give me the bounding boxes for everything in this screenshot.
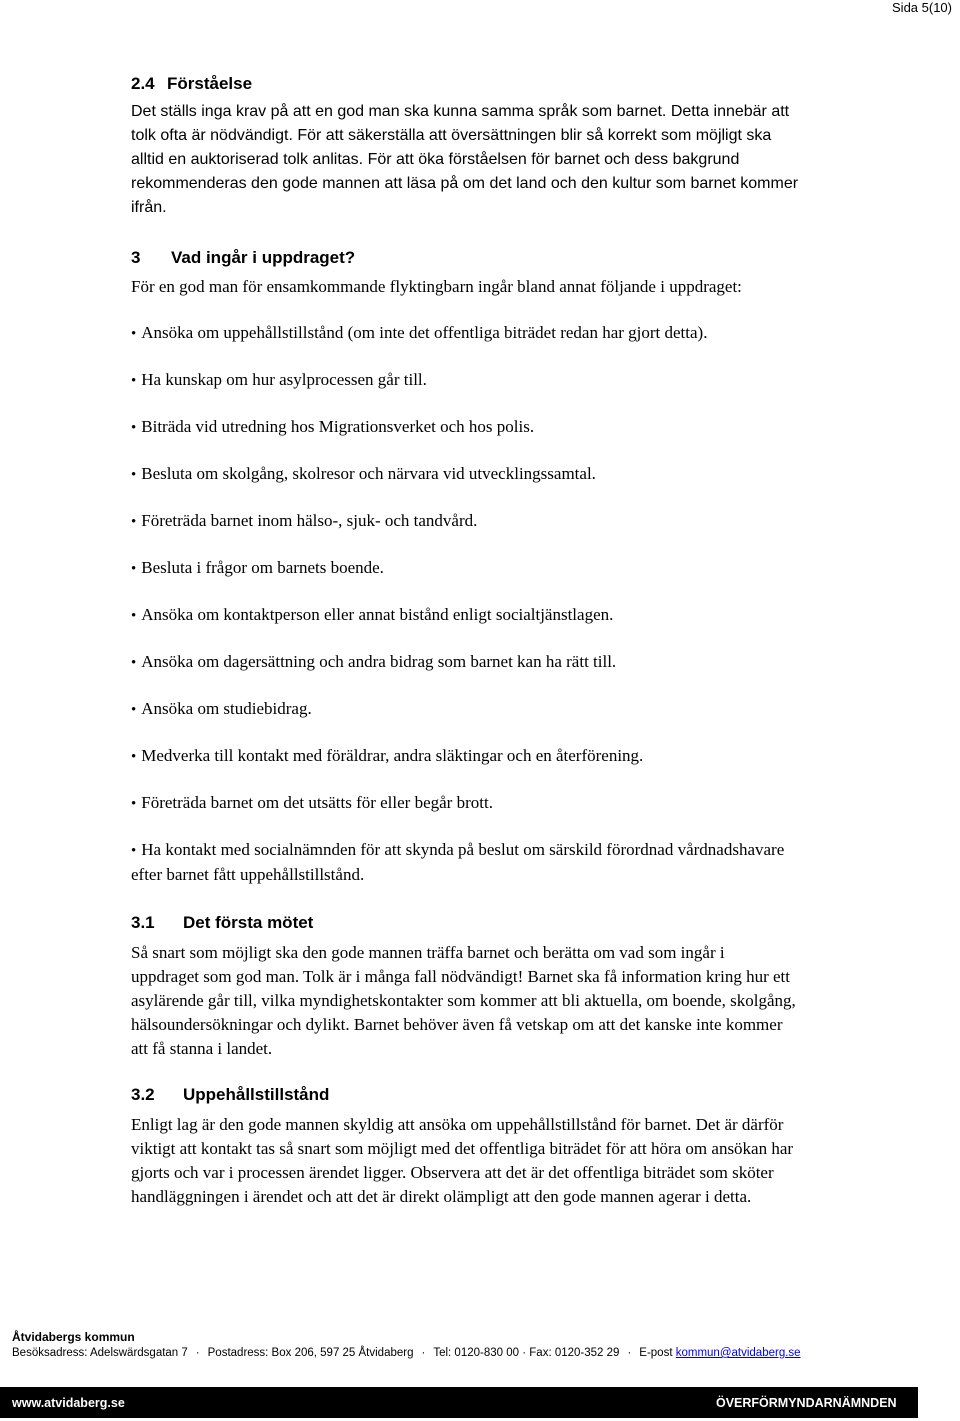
page-number: Sida 5(10): [892, 0, 952, 15]
section-number: 2.4: [131, 74, 155, 93]
section-title: Vad ingår i uppdraget?: [171, 248, 356, 267]
task-list-item: [131, 650, 791, 675]
bullet-marker: •: [131, 749, 137, 765]
section-3-1-text: Så snart som möjligt ska den gode mannen träffa barnet och berätta om vad som ingår i uppdraget som god man. Tolk är i många fall nödvändigt! Barnet ska få information kring hur ett asylärende går till, vilka myndighetskontakter som kommer att bli aktuella, om boende, skolgång, hälsoundersökningar och dylikt. Barnet behöver även få vetskap om att det kanske inte kommer att få stanna i landet.: [131, 943, 796, 1058]
bullet-marker: •: [131, 326, 137, 342]
task-list: [131, 321, 791, 887]
section-heading-2-4: [131, 72, 811, 96]
task-text: Ha kunskap om hur asylprocessen går till.: [141, 370, 427, 389]
bullet-marker: •: [131, 655, 137, 671]
task-list-item: [131, 603, 791, 628]
task-text: Ansöka om studiebidrag.: [141, 699, 312, 718]
task-text: Företräda barnet inom hälso-, sjuk- och tandvård.: [141, 511, 478, 530]
bullet-marker: •: [131, 796, 137, 812]
bullet-marker: •: [131, 843, 137, 859]
section-heading-3-2: [131, 1083, 811, 1107]
department-name: ÖVERFÖRMYNDARNÄMNDEN: [716, 1396, 897, 1410]
bullet-marker: •: [131, 420, 137, 436]
section-heading-3: [131, 246, 811, 270]
footer-bar: [0, 1387, 918, 1418]
bullet-marker: •: [131, 373, 137, 389]
bullet-marker: •: [131, 702, 137, 718]
section-3-intro: För en god man för ensamkommande flyktingbarn ingår bland annat följande i uppdraget:: [131, 277, 742, 296]
separator: ·: [421, 1347, 426, 1359]
task-list-item: [131, 415, 791, 440]
separator: ·: [627, 1347, 632, 1359]
task-list-item: [131, 744, 791, 769]
task-list-item: [131, 556, 791, 581]
document-body: [131, 72, 811, 1209]
bullet-marker: •: [131, 561, 137, 577]
footer-contact-line: [12, 1347, 801, 1359]
postal-address: Postadress: Box 206, 597 25 Åtvidaberg: [207, 1347, 414, 1359]
section-title: Uppehållstillstånd: [183, 1085, 330, 1104]
bullet-marker: •: [131, 608, 137, 624]
section-3-2-text: Enligt lag är den gode mannen skyldig att ansöka om uppehållstillstånd för barnet. Det är därför viktigt att kontakt tas så snart som möjligt med det offentliga biträdet för att höra om ansökan har gjorts och var i processen ärendet ligger. Observera att det är det offentliga biträdet som sköter handläggningen i ärendet och att det är direkt olämpligt att den gode mannen agerar i detta.: [131, 1115, 794, 1206]
bullet-marker: •: [131, 467, 137, 483]
task-list-item: [131, 368, 791, 393]
separator: ·: [195, 1347, 200, 1359]
task-text: Biträda vid utredning hos Migrationsverket och hos polis.: [141, 417, 535, 436]
section-number: 3: [131, 248, 141, 267]
section-number: 3.1: [131, 913, 155, 932]
task-list-item: [131, 791, 791, 816]
section-number: 3.2: [131, 1085, 155, 1104]
task-text: Ansöka om uppehållstillstånd (om inte det offentliga biträdet redan har gjort detta).: [141, 323, 708, 342]
separator: ·: [522, 1347, 527, 1359]
section-title: Förståelse: [167, 74, 253, 93]
footer-org-name: Åtvidabergs kommun: [12, 1330, 135, 1344]
bullet-marker: •: [131, 514, 137, 530]
visit-address: Besöksadress: Adelswärdsgatan 7: [12, 1347, 188, 1359]
task-list-item: [131, 838, 791, 887]
task-text: Medverka till kontakt med föräldrar, andra släktingar och en återförening.: [141, 746, 644, 765]
section-title: Det första mötet: [183, 913, 314, 932]
task-list-item: [131, 462, 791, 487]
task-text: Besluta i frågor om barnets boende.: [141, 558, 384, 577]
section-2-4-text: Det ställs inga krav på att en god man ska kunna samma språk som barnet. Detta innebär att tolk ofta är nödvändigt. För att säkerställa att översättningen blir så korrekt som möjligt ska alltid en auktoriserad tolk anlitas. För att öka förståelsen för barnet och dess bakgrund rekommenderas den gode mannen att läsa på om det land och den kultur som barnet kommer ifrån.: [131, 103, 799, 216]
task-list-item: [131, 509, 791, 534]
section-heading-3-1: [131, 911, 811, 935]
task-text: Ansöka om kontaktperson eller annat bistånd enligt socialtjänstlagen.: [141, 605, 614, 624]
fax-number: Fax: 0120-352 29: [529, 1347, 620, 1359]
email-label: E-post: [639, 1347, 673, 1359]
task-list-item: [131, 697, 791, 722]
task-text: Företräda barnet om det utsätts för eller begår brott.: [141, 793, 493, 812]
task-text: Ha kontakt med socialnämnden för att skynda på beslut om särskild förordnad vårdnadshavare efter barnet fått uppehållstillstånd.: [131, 840, 785, 884]
task-text: Ansöka om dagersättning och andra bidrag som barnet kan ha rätt till.: [141, 652, 617, 671]
phone-number: Tel: 0120-830 00: [433, 1347, 520, 1359]
email-link[interactable]: kommun@atvidaberg.se: [675, 1347, 801, 1359]
website-link[interactable]: www.atvidaberg.se: [12, 1396, 125, 1410]
task-text: Besluta om skolgång, skolresor och närvara vid utvecklingssamtal.: [141, 464, 596, 483]
task-list-item: [131, 321, 791, 346]
